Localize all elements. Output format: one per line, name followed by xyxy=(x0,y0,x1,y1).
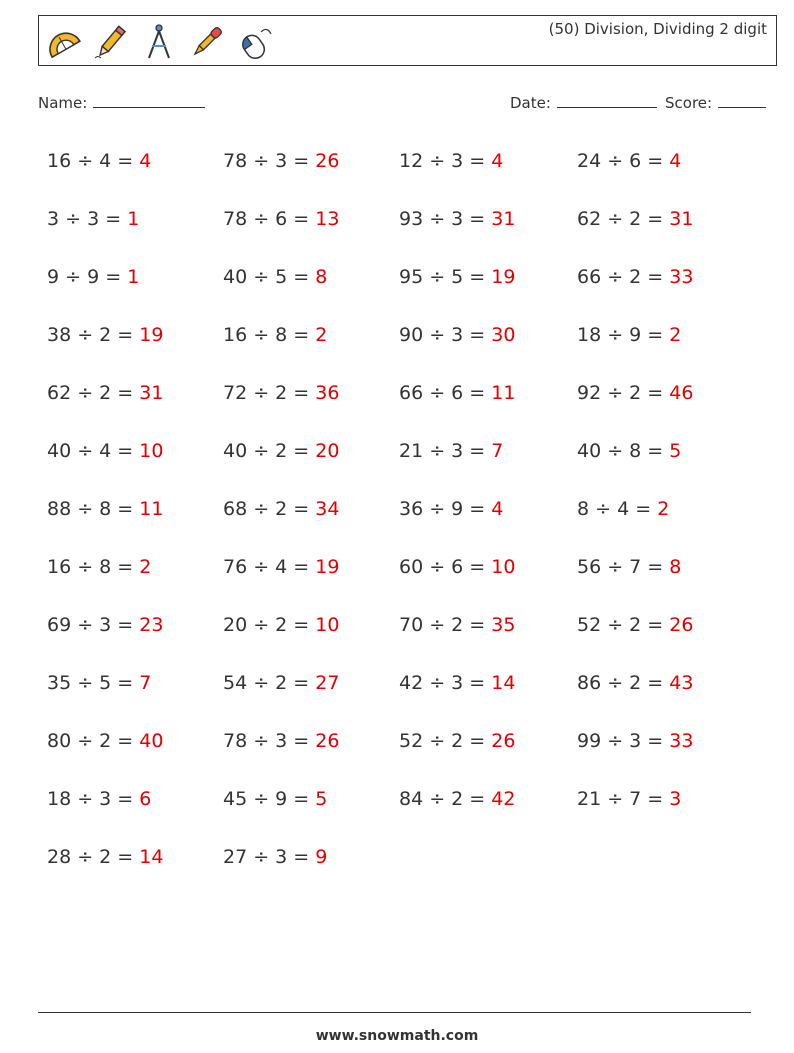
problem-answer: 2 xyxy=(657,498,670,520)
problem-question: 95 ÷ 5 = xyxy=(399,266,492,288)
problem-question: 12 ÷ 3 = xyxy=(399,150,492,172)
problem-item xyxy=(399,262,577,320)
problem-answer: 14 xyxy=(491,672,516,694)
problem-answer: 11 xyxy=(491,382,516,404)
problem-question: 8 ÷ 4 = xyxy=(577,498,658,520)
problem-answer: 4 xyxy=(491,498,504,520)
problem-question: 69 ÷ 3 = xyxy=(47,614,140,636)
problem-item xyxy=(47,784,223,842)
problem-question: 66 ÷ 2 = xyxy=(577,266,670,288)
problem-answer: 8 xyxy=(669,556,682,578)
problem-item xyxy=(223,262,399,320)
problem-answer: 10 xyxy=(315,614,340,636)
problem-answer: 1 xyxy=(127,208,140,230)
problem-question: 40 ÷ 8 = xyxy=(577,440,670,462)
problem-item xyxy=(577,610,767,668)
problem-question: 16 ÷ 8 = xyxy=(223,324,316,346)
problem-question: 40 ÷ 5 = xyxy=(223,266,316,288)
problem-item xyxy=(399,610,577,668)
problem-question: 52 ÷ 2 = xyxy=(577,614,670,636)
problem-item xyxy=(399,378,577,436)
problem-question: 54 ÷ 2 = xyxy=(223,672,316,694)
score-line xyxy=(718,93,766,108)
problem-question: 76 ÷ 4 = xyxy=(223,556,316,578)
problem-item xyxy=(577,726,767,784)
problem-item xyxy=(577,146,767,204)
problem-item xyxy=(47,494,223,552)
problem-question: 52 ÷ 2 = xyxy=(399,730,492,752)
problem-item xyxy=(223,842,399,900)
problem-answer: 33 xyxy=(669,730,694,752)
problem-item xyxy=(47,436,223,494)
problem-answer: 31 xyxy=(491,208,516,230)
problem-item xyxy=(399,204,577,262)
problem-item xyxy=(47,146,223,204)
dropper-icon xyxy=(187,22,227,62)
problem-answer: 46 xyxy=(669,382,694,404)
problem-answer: 4 xyxy=(139,150,152,172)
problem-answer: 40 xyxy=(139,730,164,752)
problem-answer: 31 xyxy=(139,382,164,404)
problem-question: 62 ÷ 2 = xyxy=(577,208,670,230)
problem-item xyxy=(223,146,399,204)
problem-item xyxy=(223,668,399,726)
problem-question: 9 ÷ 9 = xyxy=(47,266,128,288)
problem-question: 16 ÷ 8 = xyxy=(47,556,140,578)
problem-item xyxy=(47,726,223,784)
date-label: Date: xyxy=(510,94,551,112)
problem-question: 86 ÷ 2 = xyxy=(577,672,670,694)
problem-question: 90 ÷ 3 = xyxy=(399,324,492,346)
problem-item xyxy=(223,552,399,610)
problem-answer: 19 xyxy=(315,556,340,578)
problem-item xyxy=(47,610,223,668)
problem-question: 80 ÷ 2 = xyxy=(47,730,140,752)
problem-answer: 7 xyxy=(139,672,152,694)
problem-item xyxy=(399,494,577,552)
mouse-icon xyxy=(235,22,275,62)
problem-answer: 26 xyxy=(315,150,340,172)
problem-question: 72 ÷ 2 = xyxy=(223,382,316,404)
problem-question: 78 ÷ 6 = xyxy=(223,208,316,230)
problem-question: 84 ÷ 2 = xyxy=(399,788,492,810)
problem-answer: 31 xyxy=(669,208,694,230)
problem-item xyxy=(577,784,767,842)
problem-item xyxy=(223,494,399,552)
problem-question: 35 ÷ 5 = xyxy=(47,672,140,694)
problem-item xyxy=(223,610,399,668)
problem-item xyxy=(399,668,577,726)
problem-answer: 6 xyxy=(139,788,152,810)
problem-question: 27 ÷ 3 = xyxy=(223,846,316,868)
problem-question: 40 ÷ 2 = xyxy=(223,440,316,462)
date-line xyxy=(557,93,657,108)
problem-question: 60 ÷ 6 = xyxy=(399,556,492,578)
problem-item xyxy=(577,378,767,436)
problem-answer: 9 xyxy=(315,846,328,868)
problem-item xyxy=(577,262,767,320)
problem-item xyxy=(399,726,577,784)
problem-question: 36 ÷ 9 = xyxy=(399,498,492,520)
problem-answer: 20 xyxy=(315,440,340,462)
problem-item xyxy=(399,320,577,378)
problem-item xyxy=(223,726,399,784)
problem-answer: 7 xyxy=(491,440,504,462)
name-line xyxy=(93,93,205,108)
problem-answer: 26 xyxy=(315,730,340,752)
problem-answer: 10 xyxy=(491,556,516,578)
problem-answer: 36 xyxy=(315,382,340,404)
header-icons xyxy=(43,19,275,65)
problem-item xyxy=(47,204,223,262)
problem-item xyxy=(577,204,767,262)
problem-answer: 8 xyxy=(315,266,328,288)
problem-answer: 13 xyxy=(315,208,340,230)
problem-answer: 11 xyxy=(139,498,164,520)
problem-question: 21 ÷ 3 = xyxy=(399,440,492,462)
problem-question: 18 ÷ 3 = xyxy=(47,788,140,810)
problem-answer: 35 xyxy=(491,614,516,636)
problem-answer: 23 xyxy=(139,614,164,636)
problem-answer: 1 xyxy=(127,266,140,288)
problem-question: 24 ÷ 6 = xyxy=(577,150,670,172)
problem-answer: 33 xyxy=(669,266,694,288)
problem-question: 3 ÷ 3 = xyxy=(47,208,128,230)
footer-divider xyxy=(38,1012,751,1013)
problem-answer: 5 xyxy=(669,440,682,462)
problem-answer: 4 xyxy=(491,150,504,172)
problem-answer: 27 xyxy=(315,672,340,694)
problem-question: 16 ÷ 4 = xyxy=(47,150,140,172)
date-field xyxy=(510,93,657,112)
problem-question: 62 ÷ 2 = xyxy=(47,382,140,404)
problem-answer: 2 xyxy=(315,324,328,346)
problem-question: 18 ÷ 9 = xyxy=(577,324,670,346)
problem-answer: 5 xyxy=(315,788,328,810)
problem-item xyxy=(47,552,223,610)
problem-answer: 10 xyxy=(139,440,164,462)
problem-item xyxy=(223,784,399,842)
problem-question: 20 ÷ 2 = xyxy=(223,614,316,636)
footer-url: www.snowmath.com xyxy=(315,1028,479,1044)
problem-item xyxy=(47,320,223,378)
problem-item xyxy=(577,494,767,552)
problem-answer: 19 xyxy=(491,266,516,288)
problem-answer: 2 xyxy=(669,324,682,346)
problem-item xyxy=(47,262,223,320)
problem-answer: 26 xyxy=(669,614,694,636)
problem-question: 93 ÷ 3 = xyxy=(399,208,492,230)
problem-question: 66 ÷ 6 = xyxy=(399,382,492,404)
problem-answer: 4 xyxy=(669,150,682,172)
problem-question: 38 ÷ 2 = xyxy=(47,324,140,346)
pencil-icon xyxy=(91,22,131,62)
problem-item xyxy=(399,146,577,204)
score-label: Score: xyxy=(665,94,713,112)
problem-answer: 2 xyxy=(139,556,152,578)
problem-question: 78 ÷ 3 = xyxy=(223,150,316,172)
problem-item xyxy=(223,204,399,262)
problem-question: 40 ÷ 4 = xyxy=(47,440,140,462)
problem-answer: 34 xyxy=(315,498,340,520)
problem-item xyxy=(399,436,577,494)
problem-answer: 19 xyxy=(139,324,164,346)
problem-item xyxy=(399,552,577,610)
problem-question: 70 ÷ 2 = xyxy=(399,614,492,636)
worksheet-title: (50) Division, Dividing 2 digit xyxy=(548,20,767,38)
name-field xyxy=(38,93,205,112)
problem-item xyxy=(47,378,223,436)
compass-icon xyxy=(139,22,179,62)
problem-item xyxy=(577,320,767,378)
problem-question: 88 ÷ 8 = xyxy=(47,498,140,520)
problem-item xyxy=(223,378,399,436)
score-field xyxy=(665,93,766,112)
name-label: Name: xyxy=(38,94,88,112)
problem-item xyxy=(577,436,767,494)
problem-item xyxy=(577,552,767,610)
problem-item xyxy=(577,668,767,726)
problem-answer: 42 xyxy=(491,788,516,810)
problem-question: 56 ÷ 7 = xyxy=(577,556,670,578)
problem-answer: 3 xyxy=(669,788,682,810)
problem-grid xyxy=(47,146,767,900)
problem-answer: 14 xyxy=(139,846,164,868)
problem-item xyxy=(399,784,577,842)
problem-item xyxy=(223,436,399,494)
problem-question: 68 ÷ 2 = xyxy=(223,498,316,520)
problem-item xyxy=(47,668,223,726)
problem-item xyxy=(223,320,399,378)
problem-answer: 26 xyxy=(491,730,516,752)
problem-question: 78 ÷ 3 = xyxy=(223,730,316,752)
protractor-icon xyxy=(43,22,83,62)
problem-question: 42 ÷ 3 = xyxy=(399,672,492,694)
problem-question: 99 ÷ 3 = xyxy=(577,730,670,752)
problem-item xyxy=(47,842,223,900)
problem-answer: 43 xyxy=(669,672,694,694)
problem-question: 28 ÷ 2 = xyxy=(47,846,140,868)
problem-question: 21 ÷ 7 = xyxy=(577,788,670,810)
worksheet-header xyxy=(38,15,777,66)
problem-question: 92 ÷ 2 = xyxy=(577,382,670,404)
problem-question: 45 ÷ 9 = xyxy=(223,788,316,810)
problem-answer: 30 xyxy=(491,324,516,346)
